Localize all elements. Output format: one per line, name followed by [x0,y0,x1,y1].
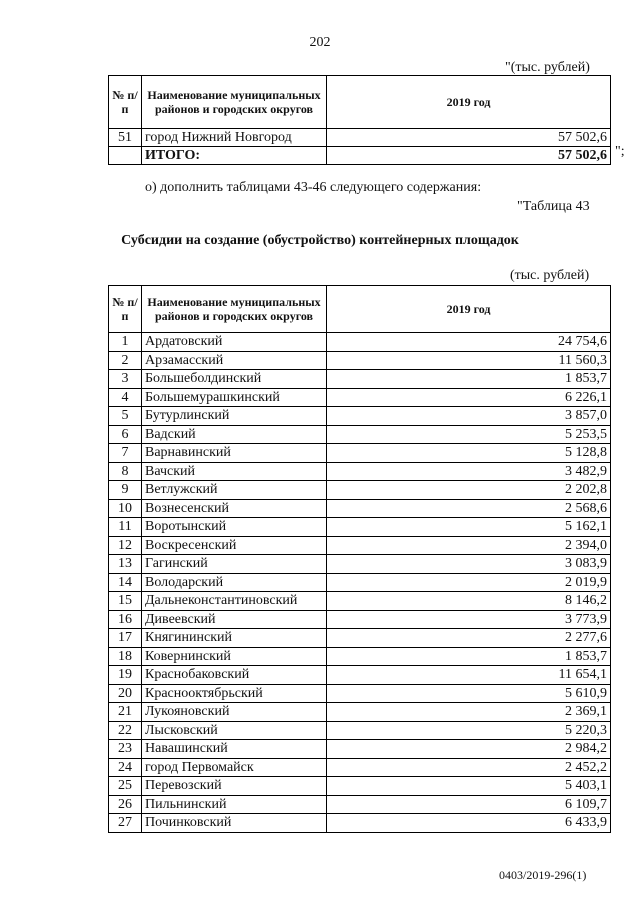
row-value: 2 369,1 [327,703,611,722]
table-row [109,814,611,833]
row-name: Володарский [142,573,327,592]
row-name: Лысковский [142,721,327,740]
table-title: Субсидии на создание (обустройство) контейнерных площадок [121,233,519,248]
table-row [109,740,611,759]
row-value: 5 220,3 [327,721,611,740]
row-name: город Нижний Новгород [142,129,327,147]
row-number: 16 [109,610,142,629]
row-name: Большемурашкинский [142,388,327,407]
row-name: Краснобаковский [142,666,327,685]
table-row [109,629,611,648]
row-value: 5 403,1 [327,777,611,796]
row-name: Арзамасский [142,351,327,370]
row-number: 6 [109,425,142,444]
table-row [109,555,611,574]
total-row [109,147,611,165]
row-number: 51 [109,129,142,147]
row-number: 22 [109,721,142,740]
row-number: 2 [109,351,142,370]
row-number: 21 [109,703,142,722]
row-name: Вачский [142,462,327,481]
table-row [109,666,611,685]
row-value: 2 202,8 [327,481,611,500]
row-value: 5 610,9 [327,684,611,703]
table-label: "Таблица 43 [517,199,590,214]
row-value: 3 857,0 [327,407,611,426]
table-row [109,610,611,629]
row-number: 27 [109,814,142,833]
row-number: 25 [109,777,142,796]
row-value: 2 394,0 [327,536,611,555]
table-row [109,499,611,518]
row-name: Вадский [142,425,327,444]
row-number: 12 [109,536,142,555]
row-name: Воскресенский [142,536,327,555]
row-value: 57 502,6 [327,129,611,147]
row-name: Ковернинский [142,647,327,666]
table-row [109,425,611,444]
table-row [109,333,611,352]
total-empty-cell [109,147,142,165]
row-name: Бутурлинский [142,407,327,426]
row-number: 23 [109,740,142,759]
amendment-paragraph: о) дополнить таблицами 43-46 следующего содержания: [145,180,482,195]
table-row [109,351,611,370]
closing-mark: "; [615,144,625,159]
table-row [109,703,611,722]
row-name: Гагинский [142,555,327,574]
table-row [109,721,611,740]
table-row [109,795,611,814]
row-value: 2 452,2 [327,758,611,777]
row-value: 2 984,2 [327,740,611,759]
row-number: 10 [109,499,142,518]
table-row [109,592,611,611]
total-value: 57 502,6 [327,147,611,165]
row-value: 11 560,3 [327,351,611,370]
row-name: Перевозский [142,777,327,796]
row-number: 18 [109,647,142,666]
row-value: 24 754,6 [327,333,611,352]
header-year: 2019 год [327,286,611,333]
table-row [109,481,611,500]
row-name: Лукояновский [142,703,327,722]
table-row [109,388,611,407]
row-name: город Первомайск [142,758,327,777]
row-number: 5 [109,407,142,426]
row-name: Вознесенский [142,499,327,518]
row-number: 26 [109,795,142,814]
row-number: 17 [109,629,142,648]
row-value: 11 654,1 [327,666,611,685]
table-row [109,777,611,796]
row-number: 24 [109,758,142,777]
table-continuation [108,75,611,165]
row-number: 7 [109,444,142,463]
row-value: 6 433,9 [327,814,611,833]
row-name: Краснооктябрьский [142,684,327,703]
row-number: 11 [109,518,142,537]
document-code: 0403/2019-296(1) [499,868,587,882]
row-name: Дивеевский [142,610,327,629]
row-value: 3 773,9 [327,610,611,629]
row-number: 3 [109,370,142,389]
row-number: 13 [109,555,142,574]
row-number: 4 [109,388,142,407]
row-name: Воротынский [142,518,327,537]
table-row [109,518,611,537]
table-row [109,129,611,147]
row-number: 1 [109,333,142,352]
row-value: 3 482,9 [327,462,611,481]
row-number: 8 [109,462,142,481]
row-name: Пильнинский [142,795,327,814]
header-number: № п/п [109,286,142,333]
row-number: 14 [109,573,142,592]
table-row [109,407,611,426]
table-row [109,684,611,703]
row-value: 5 253,5 [327,425,611,444]
row-number: 9 [109,481,142,500]
row-value: 3 083,9 [327,555,611,574]
units-label: (тыс. рублей) [510,268,590,283]
total-label: ИТОГО: [142,147,327,165]
table-row [109,536,611,555]
row-name: Ветлужский [142,481,327,500]
row-value: 5 162,1 [327,518,611,537]
row-value: 6 226,1 [327,388,611,407]
row-name: Починковский [142,814,327,833]
row-value: 8 146,2 [327,592,611,611]
table-row [109,647,611,666]
row-value: 2 019,9 [327,573,611,592]
subsidy-table [108,285,611,833]
row-name: Большеболдинский [142,370,327,389]
header-number: № п/п [109,76,142,129]
row-name: Ардатовский [142,333,327,352]
row-value: 2 277,6 [327,629,611,648]
units-label-top: "(тыс. рублей) [505,60,590,75]
row-value: 5 128,8 [327,444,611,463]
table-row [109,573,611,592]
table-row [109,462,611,481]
row-value: 1 853,7 [327,647,611,666]
row-number: 19 [109,666,142,685]
row-name: Варнавинский [142,444,327,463]
row-name: Княгининский [142,629,327,648]
row-name: Дальнеконстантиновский [142,592,327,611]
header-year: 2019 год [327,76,611,129]
row-name: Навашинский [142,740,327,759]
header-name: Наименование муниципальных районов и городских округов [142,76,327,129]
row-number: 20 [109,684,142,703]
table-row [109,758,611,777]
row-value: 2 568,6 [327,499,611,518]
page-number: 202 [309,35,331,50]
header-name: Наименование муниципальных районов и городских округов [142,286,327,333]
table-row [109,444,611,463]
row-number: 15 [109,592,142,611]
table-row [109,370,611,389]
row-value: 1 853,7 [327,370,611,389]
row-value: 6 109,7 [327,795,611,814]
